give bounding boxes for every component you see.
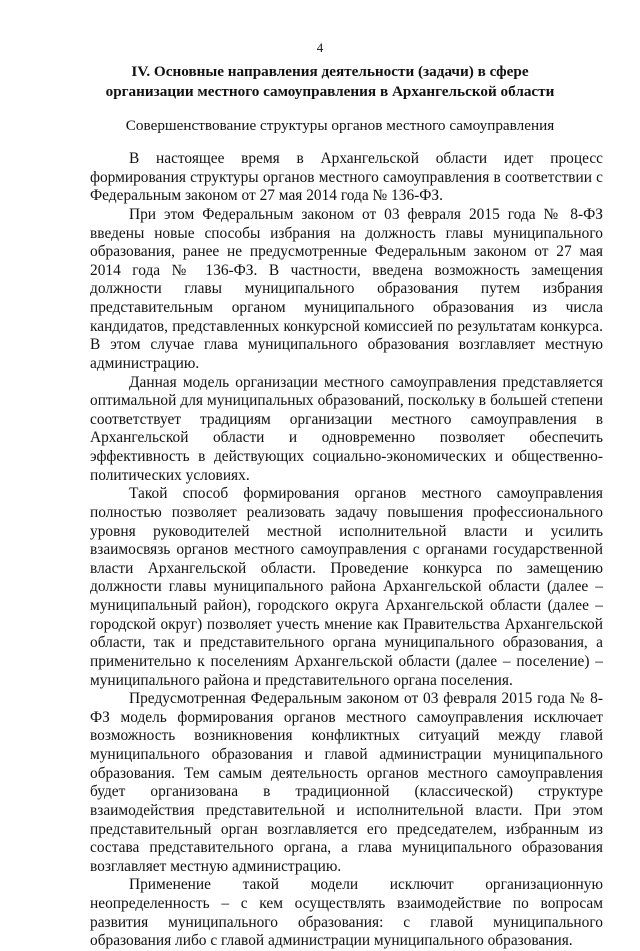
section-heading: IV. Основные направления деятельности (задачи) в сфере организации местного самоуправления в Архангельской области — [105, 63, 555, 100]
paragraph: При этом Федеральным законом от 03 февраля 2015 года № 8-ФЗ введены новые способы избрания на должность главы муниципального образования, ранее не предусмотренные Федеральным законом от 27 мая 2014 года № 136-ФЗ. В частности, введена возможность замещения должности главы муниципального образования путем избрания представительным органом муниципального образования из числа кандидатов, представленных конкурсной комиссией по результатам конкурса. В этом случае глава муниципального образования возглавляет местную администрацию. — [90, 205, 603, 372]
paragraph: Такой способ формирования органов местного самоуправления полностью позволяет реализовать задачу повышения профессионального уровня руководителей местной исполнительной власти и усилить взаимосвязь органов местного самоуправления с органами государственной власти Архангельской области. Проведение конкурса по замещению должности главы муниципального района Архангельской области (далее – муниципальный район), городского округа Архангельской области (далее – городской округ) позволяет учесть мнение как Правительства Архангельской области, так и представительного органа муниципального образования, а применительно к поселениям Архангельской области (далее – поселение) – муниципального района и представительного органа поселения. — [90, 485, 603, 689]
body-text — [90, 150, 603, 951]
subsection-title: Совершенствование структуры органов местного самоуправления — [125, 117, 555, 134]
paragraph: Данная модель организации местного самоуправления представляется оптимальной для муниципальных образований, поскольку в большей степени соответствует традициям организации местного самоуправления в Архангельской области и одновременно позволяет обеспечить эффективность в действующих социально-экономических и общественно-политических условиях. — [90, 373, 603, 484]
paragraph: Применение такой модели исключит организационную неопределенность – с кем осуществлять взаимодействие по вопросам развития муниципального образования: с главой муниципального образования либо с главой администрации муниципального образования. — [90, 876, 603, 950]
page-number: 4 — [316, 40, 324, 55]
paragraph: Предусмотренная Федеральным законом от 03 февраля 2015 года № 8-ФЗ модель формирования органов местного самоуправления исключает возможность возникновения конфликтных ситуаций между главой муниципального образования и главой администрации муниципального образования. Тем самым деятельность органов местного самоуправления будет организована в традиционной (классической) структуре взаимодействия представительной и исполнительной власти. При этом представительный орган возглавляется его председателем, избранным из состава представительного органа, а глава муниципального образования возглавляет местную администрацию. — [90, 690, 603, 875]
paragraph: В настоящее время в Архангельской области идет процесс формирования структуры органов местного самоуправления в соответствии с Федеральным законом от 27 мая 2014 года № 136-ФЗ. — [90, 150, 603, 205]
